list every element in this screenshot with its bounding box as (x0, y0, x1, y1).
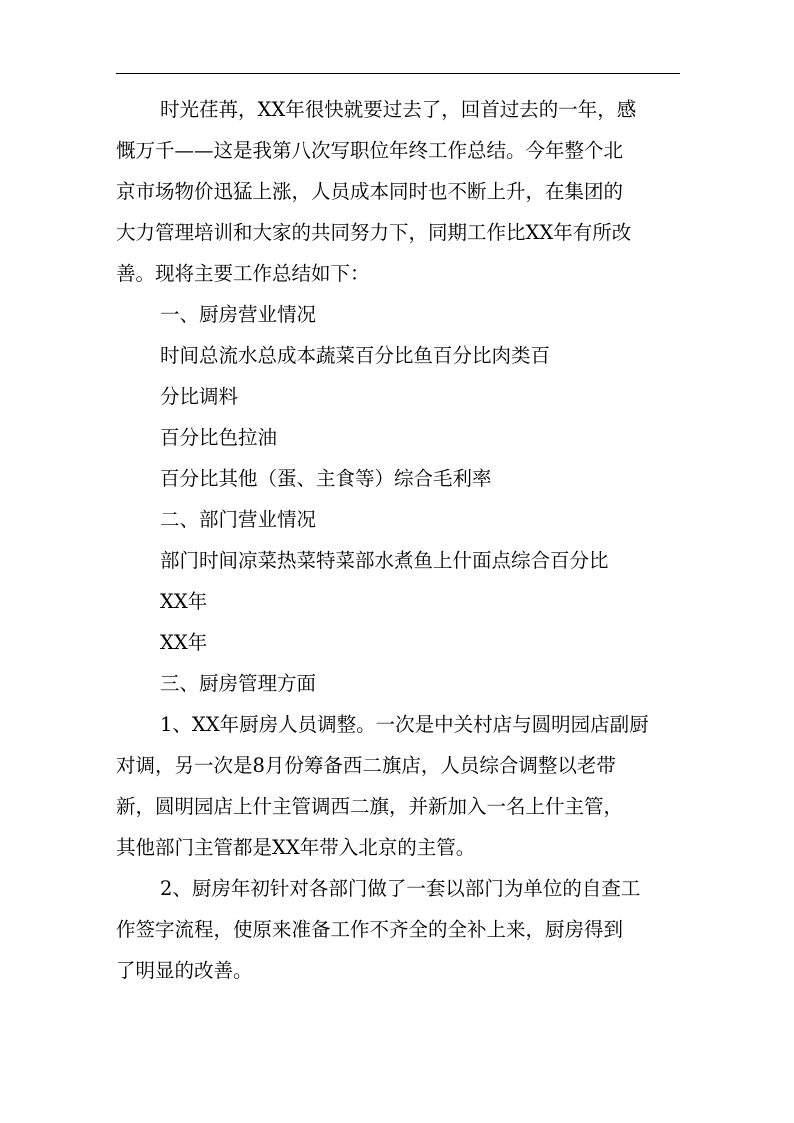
paragraph-line: 善。现将主要工作总结如下： (116, 262, 370, 285)
paragraph-line: 京市场物价迅猛上涨，人员成本同时也不断上升，在集团的 (116, 180, 624, 203)
section-heading: 三、厨房管理方面 (160, 672, 317, 695)
paragraph-line: 1、XX年厨房人员调整。一次是中关村店与圆明园店副厨 (160, 713, 649, 736)
table-text-line: 百分比其他（蛋、主食等）综合毛利率 (160, 467, 492, 490)
table-text-line: 分比调料 (160, 385, 239, 408)
table-text-line: XX年 (160, 590, 208, 613)
paragraph-line: 作签字流程，使原来准备工作不齐全的全补上来，厨房得到 (116, 918, 624, 941)
paragraph-line: 2、厨房年初针对各部门做了一套以部门为单位的自查工 (160, 877, 641, 900)
paragraph-line: 大力管理培训和大家的共同努力下，同期工作比XX年有所改 (116, 221, 632, 244)
paragraph-line: 时光荏苒，XX年很快就要过去了，回首过去的一年，感 (160, 98, 637, 121)
table-text-line: 百分比色拉油 (160, 426, 278, 449)
section-heading: 一、厨房营业情况 (160, 303, 317, 326)
section-heading: 二、部门营业情况 (160, 508, 317, 531)
document-body (116, 89, 682, 991)
table-text-line: 时间总流水总成本蔬菜百分比鱼百分比肉类百 (160, 344, 551, 367)
table-text-line: 部门时间凉菜热菜特菜部水煮鱼上什面点综合百分比 (160, 549, 609, 572)
paragraph-line: 对调，另一次是8月份筹备西二旗店，人员综合调整以老带 (116, 754, 616, 777)
paragraph-line: 慨万千——这是我第八次写职位年终工作总结。今年整个北 (116, 139, 624, 162)
header-rule (116, 73, 680, 74)
paragraph-line: 了明显的改善。 (116, 959, 253, 982)
table-text-line: XX年 (160, 631, 208, 654)
paragraph-line: 其他部门主管都是XX年带入北京的主管。 (116, 836, 476, 859)
paragraph-line: 新，圆明园店上什主管调西二旗，并新加入一名上什主管， (116, 795, 624, 818)
